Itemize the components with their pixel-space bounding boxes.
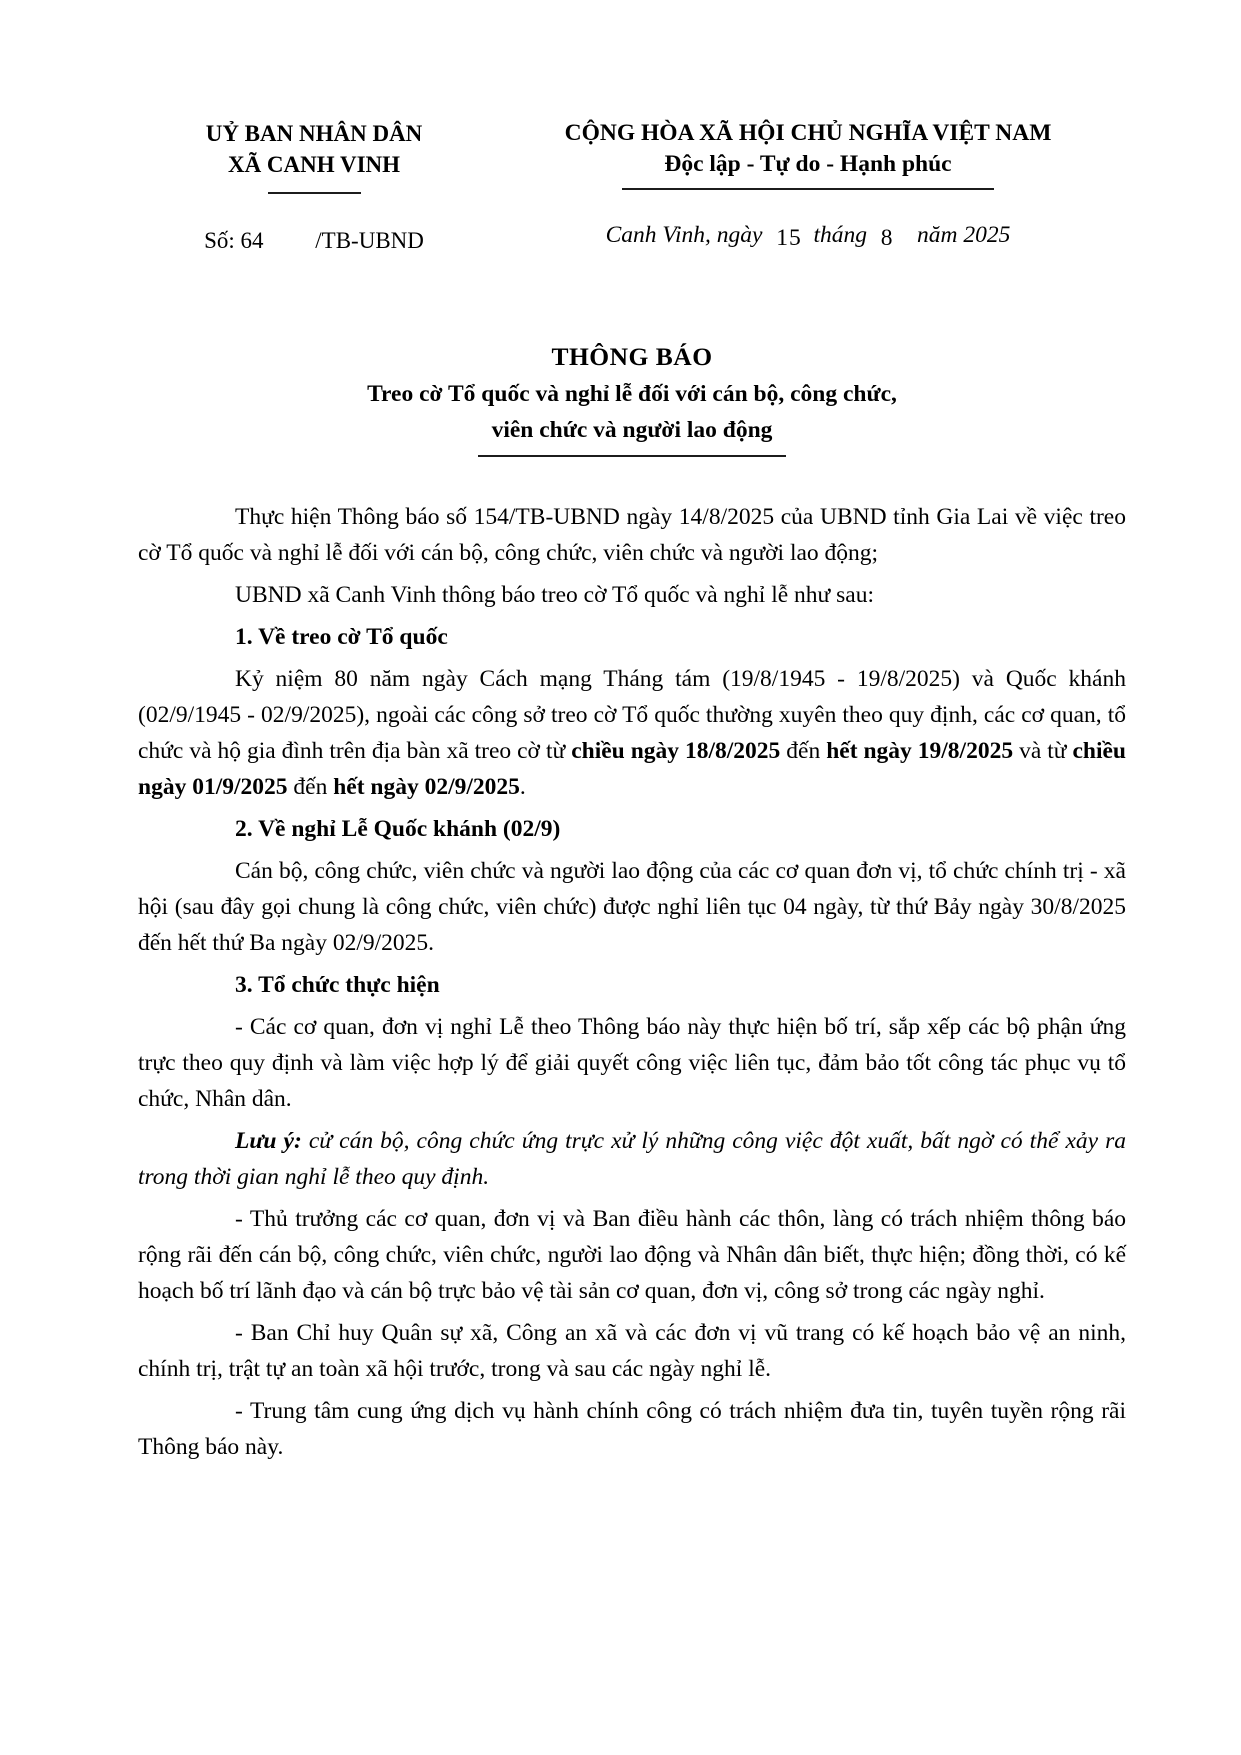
text-run: Lưu ý: (235, 1128, 302, 1154)
opening-paragraph (138, 499, 1126, 571)
document-title: THÔNG BÁO (551, 342, 713, 371)
text-run: hết ngày 19/8/2025 (826, 738, 1014, 764)
text-run: . (519, 774, 526, 800)
section-2-heading (138, 811, 1126, 847)
text-run: Cán bộ, công chức, viên chức và người lao động của các cơ quan đơn vị, tổ chức chính trị - xã hội (sau đây gọi chung là công chức, viên chức) được nghỉ liên tục 04 ngày, từ thứ Bảy ngày 30/8/2025 đến hết thứ Ba ngày 02/9/2025. (138, 858, 1126, 956)
document-number: Số: 64 /TB-UBND (204, 228, 424, 253)
national-motto-line1: CỘNG HÒA XÃ HỘI CHỦ NGHĨA VIỆT NAM (564, 120, 1052, 146)
text-run: đến (287, 774, 334, 800)
text-run: chiều ngày 18/8/2025 (571, 738, 781, 764)
text-run: UBND xã Canh Vinh thông báo treo cờ Tổ quốc và nghỉ lễ như sau: (235, 582, 875, 608)
text-run: - Các cơ quan, đơn vị nghỉ Lễ theo Thông báo này thực hiện bố trí, sắp xếp các bộ phận ứng trực theo quy định và làm việc hợp lý để giải quyết công việc liên tục, đảm bảo tốt công tác phục vụ tổ chức, Nhân dân. (138, 1014, 1126, 1112)
text-run: cử cán bộ, công chức ứng trực xử lý những công việc đột xuất, bất ngờ có thể xảy ra trong thời gian nghỉ lễ theo quy định. (138, 1128, 1126, 1190)
note-paragraph (138, 1123, 1126, 1195)
flag-raising-paragraph (138, 661, 1126, 805)
section-3-heading (138, 967, 1126, 1003)
text-run: 2. Về nghỉ Lễ Quốc khánh (02/9) (235, 816, 561, 842)
national-block (490, 118, 1126, 256)
text-run: Kỷ niệm 80 năm ngày Cách mạng Tháng tám (19/8/1945 - 19/8/2025) và Quốc khánh (02/9/1945 - 02/9/2025), ngoài các công sở treo cờ Tổ quốc thường xuyên theo quy định, các cơ quan, tổ chức và hộ gia đình trên địa bàn xã treo cờ từ (138, 666, 1126, 764)
document-header (138, 118, 1126, 256)
issuer-name: UỶ BAN NHÂN DÂN (205, 121, 423, 146)
text-run: Thực hiện Thông báo số 154/TB-UBND ngày 14/8/2025 của UBND tỉnh Gia Lai về việc treo cờ Tổ quốc và nghỉ lễ đối với cán bộ, công chức, viên chức và người lao động; (138, 504, 1126, 566)
implementation-item-2 (138, 1201, 1126, 1309)
national-motto-line2: Độc lập - Tự do - Hạnh phúc (664, 151, 952, 177)
place-date-line (490, 220, 1126, 250)
text-run: - Trung tâm cung ứng dịch vụ hành chính công có trách nhiệm đưa tin, tuyên tuyền rộng rãi Thông báo này. (138, 1398, 1126, 1460)
text-run: 15 (762, 225, 802, 251)
text-run: Canh Vinh, ngày (605, 222, 763, 248)
issuer-block (138, 118, 490, 256)
issuer-unit: XÃ CANH VINH (227, 152, 401, 177)
text-run: 1. Về treo cờ Tổ quốc (235, 624, 448, 650)
text-run: tháng (801, 222, 868, 248)
text-run: hết ngày 02/9/2025 (333, 774, 520, 800)
holiday-paragraph (138, 853, 1126, 961)
text-run: 3. Tổ chức thực hiện (235, 972, 440, 998)
announcement-lead (138, 577, 1126, 613)
text-run: đến (780, 738, 827, 764)
title-block (138, 340, 1126, 457)
document-subtitle-line1: Treo cờ Tổ quốc và nghỉ lễ đối với cán bộ, công chức, (367, 381, 897, 407)
text-run: và từ (1013, 738, 1073, 764)
issuer-underline (268, 192, 361, 194)
title-underline (478, 455, 786, 457)
section-1-heading (138, 619, 1126, 655)
implementation-item-4 (138, 1393, 1126, 1465)
text-run: 8 (867, 225, 894, 251)
document-body (138, 499, 1126, 1465)
text-run: chiều ngày 01/9/2025 (138, 738, 1126, 800)
motto-underline (622, 188, 994, 190)
text-run: - Ban Chỉ huy Quân sự xã, Công an xã và các đơn vị vũ trang có kế hoạch bảo vệ an ninh, chính trị, trật tự an toàn xã hội trước, trong và sau các ngày nghỉ lễ. (138, 1320, 1126, 1382)
implementation-item-3 (138, 1315, 1126, 1387)
text-run: năm 2025 (893, 222, 1011, 248)
text-run: - Thủ trưởng các cơ quan, đơn vị và Ban điều hành các thôn, làng có trách nhiệm thông báo rộng rãi đến cán bộ, công chức, viên chức, người lao động và Nhân dân biết, thực hiện; đồng thời, có kế hoạch bố trí lãnh đạo và cán bộ trực bảo vệ tài sản cơ quan, đơn vị, công sở trong các ngày nghỉ. (138, 1206, 1126, 1304)
document-subtitle-line2: viên chức và người lao động (491, 417, 773, 443)
implementation-item-1 (138, 1009, 1126, 1117)
